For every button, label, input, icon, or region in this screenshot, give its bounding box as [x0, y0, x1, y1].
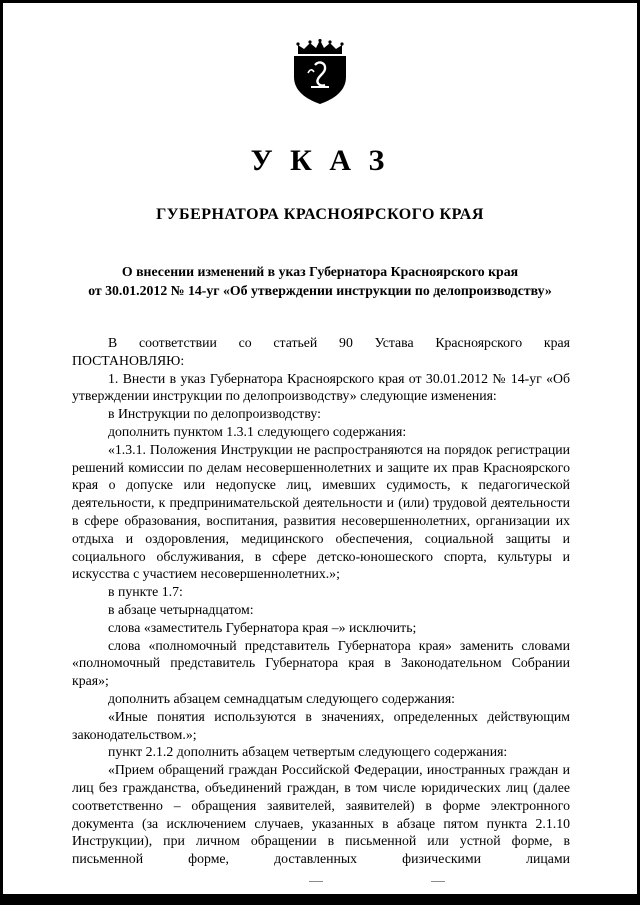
paragraph: в абзаце четырнадцатом:: [108, 601, 254, 617]
scan-artifact-dash: [431, 881, 445, 882]
paragraph: «1.3.1. Положения Инструкции не распространяются на порядок регистрации решений комиссии по делам несовершеннолетних и защите их прав Красноярского края о допуске или недопуске лиц, имевших судимость, к педагогической деятельности, к предпринимательской деятельности и (или) трудовой деятельности в сфере образования, воспитания, развития несовершеннолетних, организации их отдыха и оздоровления, медицинского обеспечения, социальной защиты и социального обслуживания, в сфере детско-юношеского спорта, культуры и искусства с участием несовершеннолетних.»;: [72, 441, 570, 582]
authority-title: ГУБЕРНАТОРА КРАСНОЯРСКОГО КРАЯ: [156, 206, 484, 223]
paragraph: дополнить пунктом 1.3.1 следующего содержания:: [108, 423, 407, 439]
scan-artifact-dash: [309, 881, 323, 882]
paragraph: в Инструкции по делопроизводству:: [108, 406, 321, 422]
paragraph: слова «заместитель Губернатора края –» исключить;: [108, 619, 417, 635]
paragraph: «Иные понятия используются в значениях, определенных действующим законодательством.»;: [72, 708, 570, 742]
paragraph: слова «полномочный представитель Губернатора края» заменить словами «полномочный представитель Губернатора края в Законодательном Собрании края»;: [72, 637, 570, 689]
paragraph: «Прием обращений граждан Российской Федерации, иностранных граждан и лиц без гражданства, объединений граждан, в том числе юридических лиц (далее соответственно – обращения заявителей, заявителей) в форме электронного документа (за исключением случаев, указанных в абзаце пятом пункта 2.1.10 Инструкции), при личном обращении в письменной или устной форме, в письменной форме, доставленных физическими лицами: [72, 762, 570, 867]
paragraph: в пункте 1.7:: [108, 584, 183, 600]
paragraph: пункт 2.1.2 дополнить абзацем четвертым следующего содержания:: [108, 744, 508, 760]
paragraph: дополнить абзацем семнадцатым следующего содержания:: [108, 690, 456, 706]
document-type-title: У К А З: [250, 144, 390, 177]
subject-title-line-1: О внесении изменений в указ Губернатора Красноярского края: [121, 264, 519, 279]
paragraph: 1. Внести в указ Губернатора Красноярского края от 30.01.2012 № 14-уг «Об утверждении инструкции по делопроизводству» следующие изменения:: [72, 370, 570, 404]
emblem-container: [3, 39, 637, 110]
paragraph: ПОСТАНОВЛЯЮ:: [72, 352, 185, 368]
paragraph: В соответствии со статьей 90 Устава Красноярского края: [108, 335, 570, 350]
coat-of-arms-icon: [284, 39, 356, 110]
subject-title-line-2: от 30.01.2012 № 14-уг «Об утверждении инструкции по делопроизводству»: [88, 283, 552, 298]
subject-title: [3, 262, 637, 300]
document-body: [3, 334, 637, 868]
